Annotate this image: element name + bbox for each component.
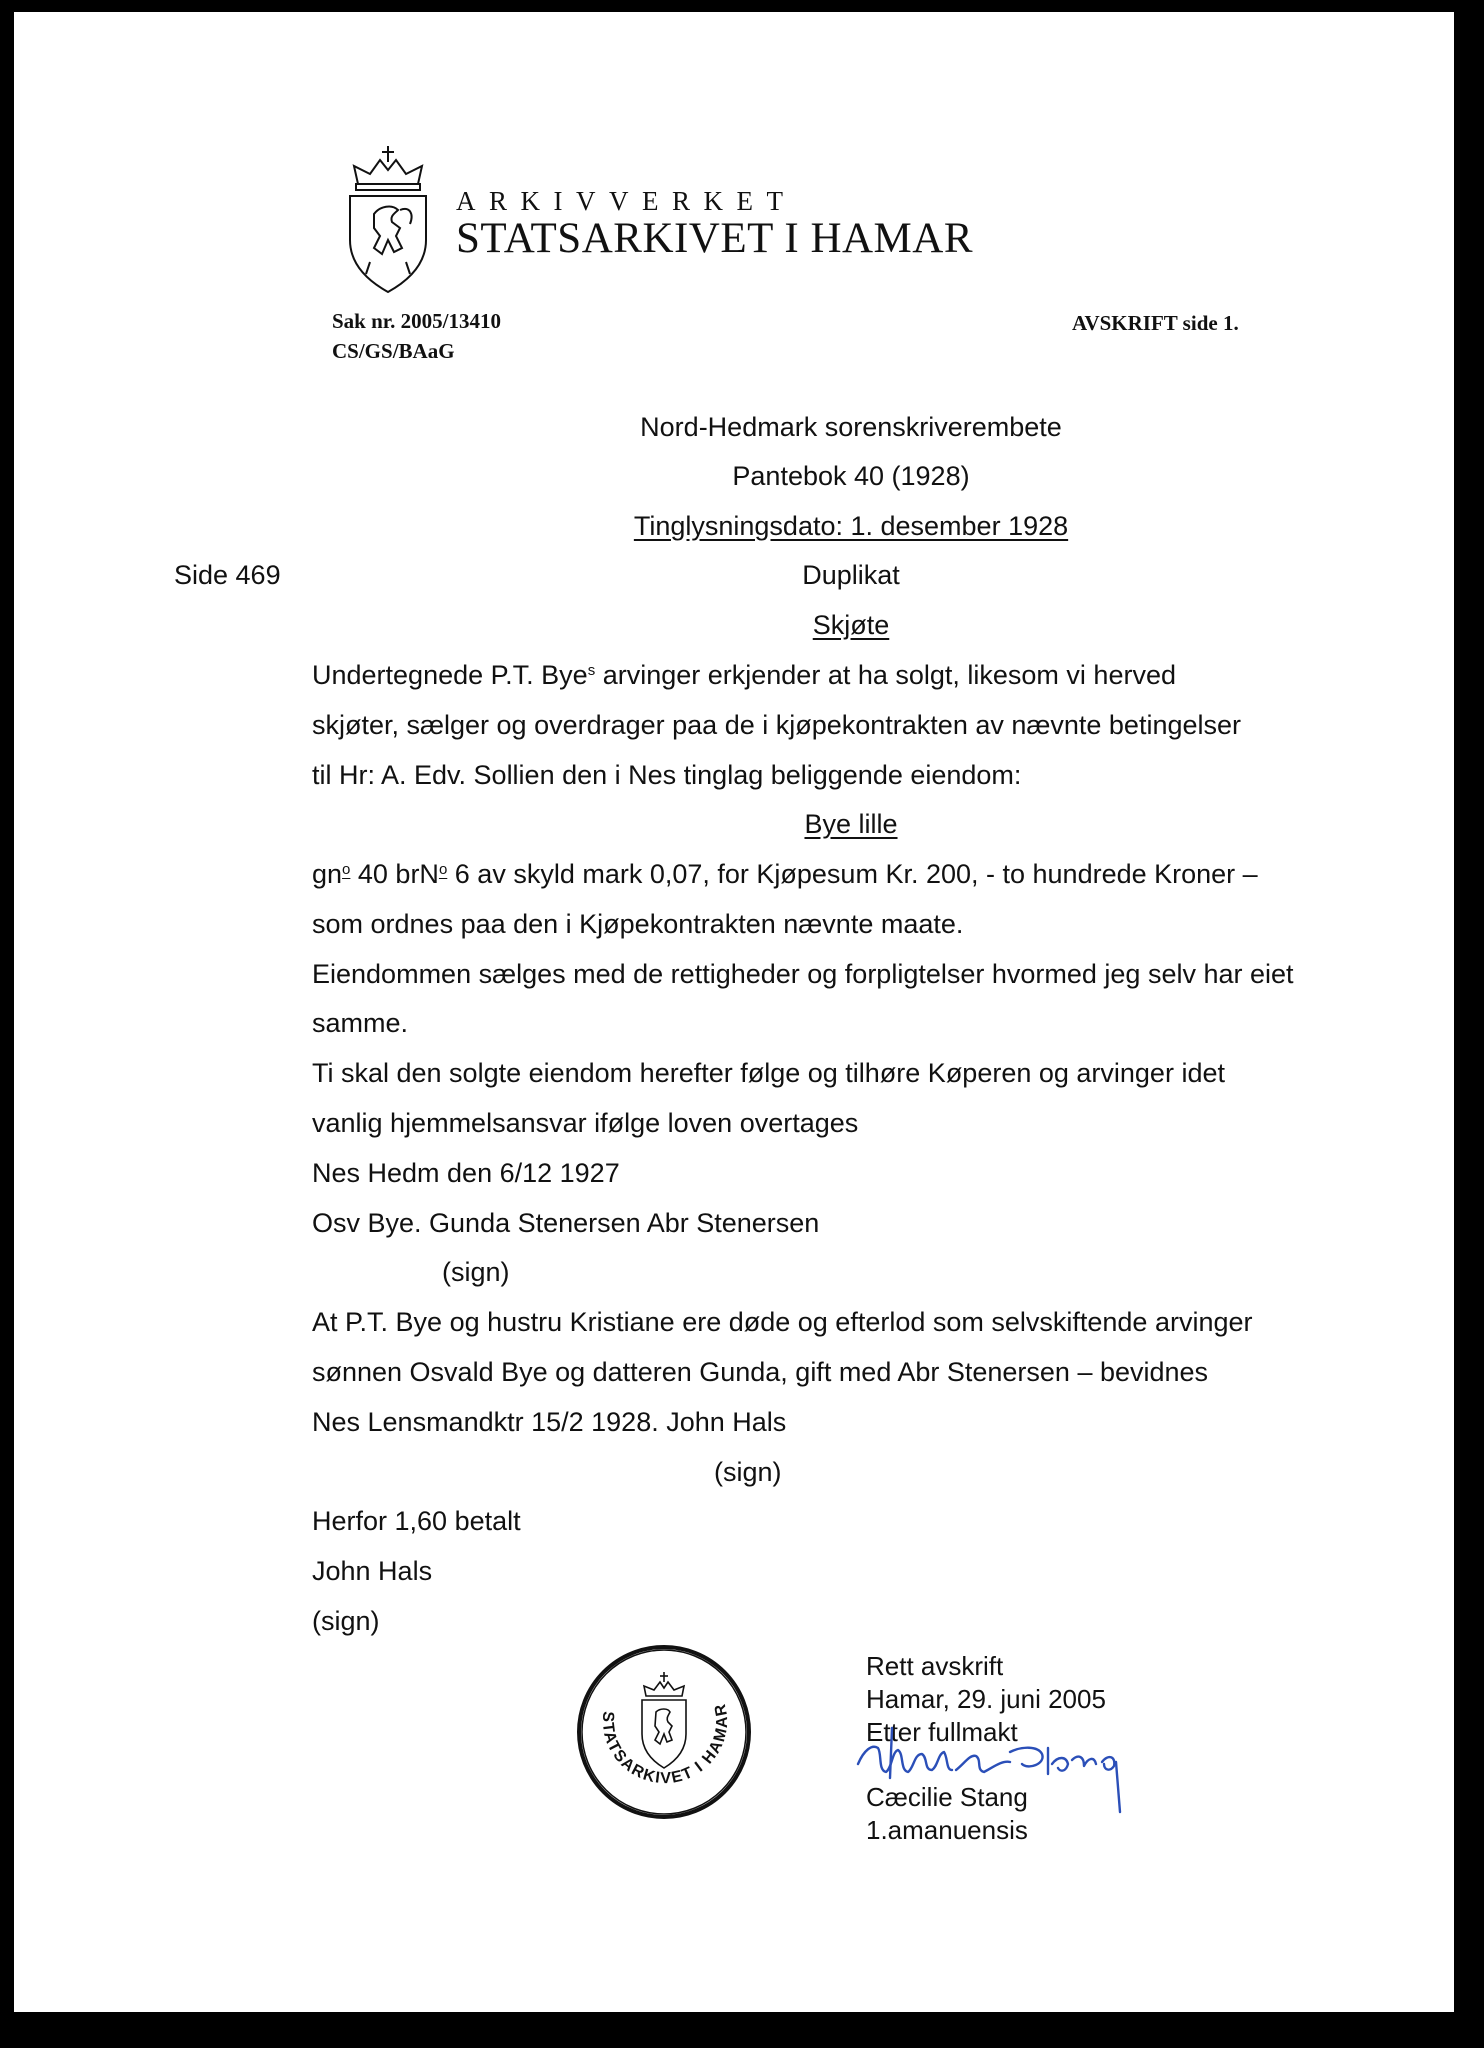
coat-of-arms-logo	[340, 144, 436, 296]
archive-stamp	[574, 1642, 754, 1822]
certification-authority: Etter fullmakt	[866, 1717, 1018, 1747]
body-line-15: Nes Lensmandktr 15/2 1928. John Hals	[312, 1407, 787, 1437]
body-line-18: John Hals	[312, 1556, 433, 1586]
body-line-4: $gn^o$ 40 brN$^o$ 6 av skyld mark 0,07, for Kjøpesum Kr. 200, - to hundrede Kroner –	[312, 859, 1258, 889]
body-line-5: som ordnes paa den i Kjøpekontrakten nævnte maate.	[312, 909, 964, 939]
body-line-11: Osv Bye. Gunda Stenersen Abr Stenersen	[312, 1208, 820, 1238]
certified-copy-label: Rett avskrift	[866, 1651, 1004, 1681]
body-line-3: til Hr: A. Edv. Sollien den i Nes tinglag beliggende eiendom:	[312, 760, 1022, 790]
body-line-10: Nes Hedm den 6/12 1927	[312, 1158, 620, 1188]
body-line-14: sønnen Osvald Bye og datteren Gunda, gift med Abr Stenersen – bevidnes	[312, 1357, 1209, 1387]
body-line-12-sign: (sign)	[442, 1257, 510, 1287]
body-line-6: Eiendommen sælges med de rettigheder og forpligtelser hvormed jeg selv har eiet	[312, 959, 1294, 989]
duplicate-label: Duplikat	[802, 560, 900, 590]
body-line-2: skjøter, sælger og overdrager paa de i kjøpekontrakten av nævnte betingelser	[312, 710, 1241, 740]
mortgage-book: Pantebok 40 (1928)	[732, 461, 970, 491]
reference-code: CS/GS/BAaG	[332, 339, 455, 363]
body-line-9: vanlig hjemmelsansvar ifølge loven overtages	[312, 1108, 859, 1138]
signatory-name: Cæcilie Stang	[866, 1782, 1028, 1812]
registration-date: Tinglysningsdato: 1. desember 1928	[633, 511, 1069, 541]
body-line-1: Undertegnede P.T. Bye$^s$ arvinger erkjender at ha solgt, likesom vi herved	[312, 660, 1176, 690]
certification-place-date: Hamar, 29. juni 2005	[866, 1684, 1106, 1714]
org-name-title: STATSARKIVET I HAMAR	[456, 215, 974, 262]
deed-title: Skjøte	[812, 610, 890, 640]
case-number: Sak nr. 2005/13410	[332, 309, 502, 333]
body-line-16-sign: (sign)	[714, 1457, 782, 1487]
body-line-19-sign: (sign)	[312, 1606, 380, 1636]
signatory-title: 1.amanuensis	[866, 1815, 1028, 1845]
stamp-text: STATSARKIVET I HAMAR	[598, 1701, 732, 1788]
court-office: Nord-Hedmark sorenskriverembete	[640, 412, 1062, 442]
document-page	[14, 12, 1454, 2012]
body-line-17: Herfor 1,60 betalt	[312, 1506, 521, 1536]
page-reference: Side 469	[174, 560, 281, 590]
org-name-small-caps: ARKIVVERKET	[456, 186, 797, 216]
copy-page-label: AVSKRIFT side 1.	[1072, 311, 1239, 335]
body-line-7: samme.	[312, 1008, 409, 1038]
svg-text:STATSARKIVET I HAMAR	[599, 1701, 731, 1787]
body-line-8: Ti skal den solgte eiendom herefter følge og tilhøre Køperen og arvinger idet	[312, 1058, 1225, 1088]
property-name: Bye lille	[804, 809, 898, 839]
body-line-13: At P.T. Bye og hustru Kristiane ere døde og efterlod som selvskiftende arvinger	[312, 1307, 1253, 1337]
